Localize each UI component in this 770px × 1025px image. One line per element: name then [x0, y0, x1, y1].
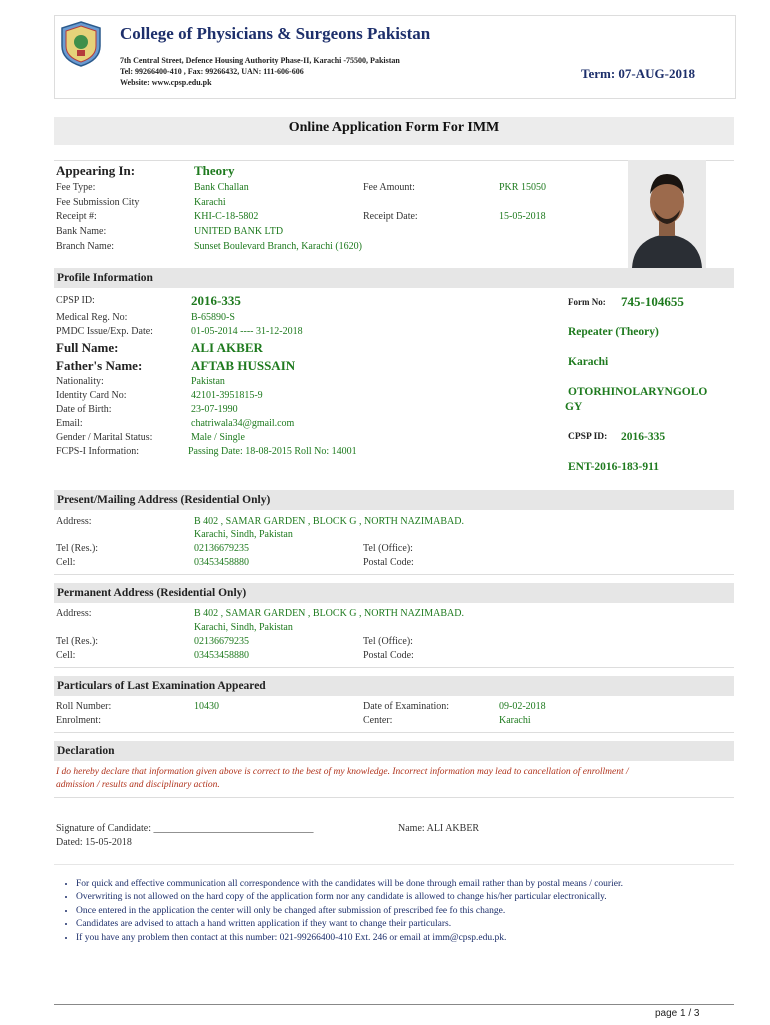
divider — [54, 667, 734, 668]
permanent-address-line-1: B 402 , SAMAR GARDEN , BLOCK G , NORTH NAZIMABAD. — [194, 608, 464, 619]
specialty-line-2: GY — [565, 401, 583, 413]
signature-name: Name: ALI AKBER — [398, 823, 480, 834]
permanent-cell-value: 03453458880 — [194, 650, 249, 661]
father-name-value: AFTAB HUSSAIN — [191, 358, 296, 373]
permanent-tel-office-label: Tel (Office): — [363, 636, 413, 647]
fee-type-label: Fee Type: — [56, 182, 96, 193]
signature-line: Signature of Candidate: ________________________________ — [56, 823, 314, 834]
fee-amount-label: Fee Amount: — [363, 182, 415, 193]
declaration-text-1: I do hereby declare that information given above is correct to the best of my knowledge. Incorrect information may lead to cancellation of enrollment / — [56, 767, 629, 777]
exam-city: Karachi — [568, 356, 609, 368]
roll-value: 10430 — [194, 701, 219, 712]
roll-label: Roll Number: — [56, 701, 112, 712]
cpsp-id-value: 2016-335 — [191, 293, 241, 308]
term-label: Term: 07-AUG-2018 — [581, 66, 695, 81]
section-present-address: Present/Mailing Address (Residential Only) — [54, 490, 734, 510]
specialty-line-1: OTORHINOLARYNGOLO — [568, 386, 708, 398]
divider — [54, 574, 734, 575]
repeater-status: Repeater (Theory) — [568, 326, 659, 338]
fee-type-value: Bank Challan — [194, 182, 249, 193]
id-card-value: 42101-3951815-9 — [191, 390, 263, 401]
bank-value: UNITED BANK LTD — [194, 226, 284, 237]
note-item: • Candidates are advised to attach a hand written application if they want to change their particulars. — [76, 918, 736, 930]
permanent-postal-label: Postal Code: — [363, 650, 414, 661]
college-logo — [58, 20, 104, 68]
receipt-date-label: Receipt Date: — [363, 211, 418, 222]
present-postal-label: Postal Code: — [363, 557, 414, 568]
father-name-label: Father's Name: — [56, 358, 143, 373]
notes-list — [54, 878, 736, 945]
note-item: • Once entered in the application the center will only be changed after submission of prescribed fee fo this change. — [76, 905, 736, 917]
present-address-label: Address: — [56, 516, 92, 527]
permanent-address-label: Address: — [56, 608, 92, 619]
nationality-label: Nationality: — [56, 376, 104, 387]
id-card-label: Identity Card No: — [56, 390, 127, 401]
address-line-2: Tel: 99266400-410 , Fax: 99266432, UAN: 111-606-606 — [120, 67, 304, 76]
form-no-label: Form No: — [568, 297, 606, 307]
cpsp-id-label: CPSP ID: — [56, 295, 95, 306]
page-footer — [54, 1004, 734, 1025]
address-line-1: 7th Central Street, Defence Housing Authority Phase-II, Karachi -75500, Pakistan — [120, 56, 400, 65]
branch-value: Sunset Boulevard Branch, Karachi (1620) — [194, 241, 363, 252]
fee-amount-value: PKR 15050 — [499, 182, 546, 193]
full-name-value: ALI AKBER — [191, 340, 263, 355]
cpsp-id-value-2: 2016-335 — [621, 431, 666, 443]
dob-value: 23-07-1990 — [191, 404, 238, 415]
present-address-line-1: B 402 , SAMAR GARDEN , BLOCK G , NORTH NAZIMABAD. — [194, 516, 464, 527]
exam-date-label: Date of Examination: — [363, 701, 450, 712]
candidate-photo — [628, 160, 706, 268]
receipt-no-label: Receipt #: — [56, 211, 97, 222]
permanent-address-line-2: Karachi, Sindh, Pakistan — [194, 622, 293, 633]
branch-label: Branch Name: — [56, 241, 115, 252]
address-line-3: Website: www.cpsp.edu.pk — [120, 78, 212, 87]
section-declaration: Declaration — [54, 741, 734, 761]
gender-label: Gender / Marital Status: — [56, 432, 153, 443]
center-value: Karachi — [499, 715, 531, 726]
divider — [54, 797, 734, 798]
pmdc-label: PMDC Issue/Exp. Date: — [56, 326, 153, 337]
college-name: College of Physicians & Surgeons Pakistan — [120, 24, 431, 43]
fcps-value: Passing Date: 18-08-2015 Roll No: 14001 — [188, 446, 357, 457]
note-item: • For quick and effective communication all correspondence with the candidates will be done through email rather than by postal means / courier. — [76, 878, 736, 890]
enrolment-label: Enrolment: — [56, 715, 101, 726]
section-permanent-address: Permanent Address (Residential Only) — [54, 583, 734, 603]
fee-city-value: Karachi — [194, 197, 226, 208]
med-reg-value: B-65890-S — [191, 312, 235, 323]
present-address-line-2: Karachi, Sindh, Pakistan — [194, 529, 293, 540]
permanent-cell-label: Cell: — [56, 650, 76, 661]
present-cell-value: 03453458880 — [194, 557, 249, 568]
cpsp-id-label-2: CPSP ID: — [568, 432, 608, 442]
signature-date: Dated: 15-05-2018 — [56, 837, 132, 848]
appearing-label: Appearing In: — [56, 163, 136, 178]
section-last-exam: Particulars of Last Examination Appeared — [54, 676, 734, 696]
divider — [54, 732, 734, 733]
declaration-text-2: admission / results and disciplinary action. — [56, 780, 220, 790]
appearing-value: Theory — [194, 163, 235, 178]
pmdc-value: 01-05-2014 ---- 31-12-2018 — [191, 326, 303, 337]
med-reg-label: Medical Reg. No: — [56, 312, 128, 323]
permanent-tel-res-label: Tel (Res.): — [56, 636, 99, 647]
center-label: Center: — [363, 715, 393, 726]
permanent-tel-res-value: 02136679235 — [194, 636, 249, 647]
email-value: chatriwala34@gmail.com — [191, 418, 295, 429]
ent-number: ENT-2016-183-911 — [568, 461, 659, 473]
receipt-no-value: KHI-C-18-5802 — [194, 211, 259, 222]
section-profile: Profile Information — [54, 268, 734, 288]
receipt-date-value: 15-05-2018 — [499, 211, 546, 222]
note-item: • Overwriting is not allowed on the hard copy of the application form nor any candidate is allowed to change his/her particular electronically. — [76, 891, 736, 903]
bank-label: Bank Name: — [56, 226, 107, 237]
present-tel-res-label: Tel (Res.): — [56, 543, 99, 554]
fcps-label: FCPS-I Information: — [56, 446, 140, 457]
dob-label: Date of Birth: — [56, 404, 112, 415]
form-title: Online Application Form For IMM — [54, 117, 734, 145]
email-label: Email: — [56, 418, 83, 429]
page-number: page 1 / 3 — [655, 1008, 700, 1019]
fee-city-label: Fee Submission City — [56, 197, 140, 208]
exam-date-value: 09-02-2018 — [499, 701, 546, 712]
nationality-value: Pakistan — [191, 376, 225, 387]
full-name-label: Full Name: — [56, 340, 119, 355]
form-no-value: 745-104655 — [621, 294, 684, 309]
gender-value: Male / Single — [191, 432, 245, 443]
note-item: • If you have any problem then contact at this number: 021-99266400-410 Ext. 246 or email at imm@cpsp.edu.pk. — [76, 932, 736, 944]
present-cell-label: Cell: — [56, 557, 76, 568]
present-tel-res-value: 02136679235 — [194, 543, 249, 554]
present-tel-office-label: Tel (Office): — [363, 543, 413, 554]
